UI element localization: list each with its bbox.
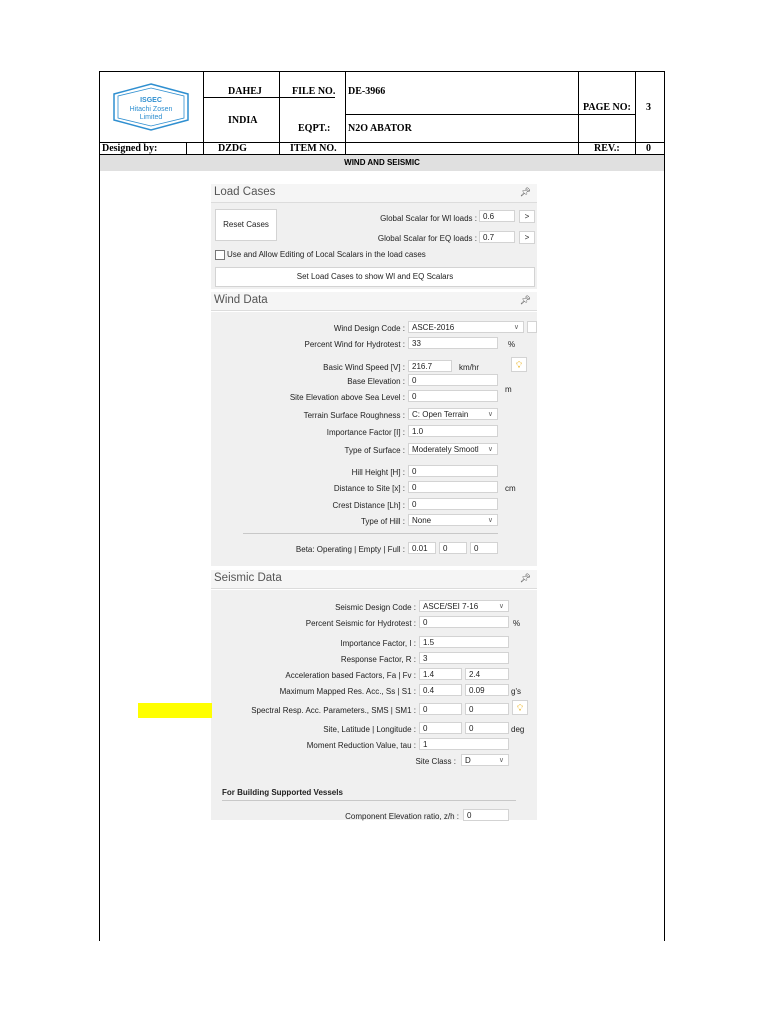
eq-scalar-input[interactable]: 0.7	[479, 231, 515, 243]
table-divider	[279, 71, 280, 155]
seismic-hydrotest-label: Percent Seismic for Hydrotest :	[305, 619, 416, 628]
seismic-importance-label: Importance Factor, I :	[340, 639, 416, 648]
base-elevation-input[interactable]: 0	[408, 374, 498, 386]
wind-hydrotest-label: Percent Wind for Hydrotest :	[304, 340, 405, 349]
building-heading: For Building Supported Vessels	[222, 788, 343, 797]
wind-speed-label: Basic Wind Speed [V] :	[323, 363, 405, 372]
wind-data-header[interactable]	[211, 292, 537, 311]
hill-unit: cm	[505, 484, 516, 493]
eq-scalar-label: Global Scalar for EQ loads :	[377, 234, 477, 243]
reset-cases-button[interactable]: Reset Cases	[215, 209, 277, 241]
rev-label: REV.:	[594, 143, 620, 154]
mapped-unit: g's	[511, 687, 521, 696]
beta-empty-input[interactable]: 0	[439, 542, 467, 554]
site-class-label: Site Class :	[415, 757, 456, 766]
page-border-left	[99, 71, 100, 941]
svg-text:ISGEC: ISGEC	[140, 97, 162, 104]
highlight-marker	[138, 703, 212, 718]
load-cases-panel	[211, 203, 537, 289]
beta-operating-input[interactable]: 0.01	[408, 542, 436, 554]
accel-label: Acceleration based Factors, Fa | Fv :	[285, 671, 416, 680]
site-class-select[interactable]: D ∨	[461, 754, 509, 766]
distance-input[interactable]: 0	[408, 481, 498, 493]
wind-design-code-select[interactable]: ASCE-2016 ∨	[408, 321, 524, 333]
fa-input[interactable]: 1.4	[419, 668, 462, 680]
beta-full-input[interactable]: 0	[470, 542, 498, 554]
country: INDIA	[228, 115, 258, 126]
wind-hydrotest-input[interactable]: 33	[408, 337, 498, 349]
allow-edit-label: Use and Allow Editing of Local Scalars in the load cases	[227, 250, 426, 259]
company-logo	[110, 82, 192, 132]
elevation-unit: m	[505, 385, 512, 394]
crest-label: Crest Distance [Lh] :	[332, 501, 405, 510]
component-label: Component Elevation ratio, z/h :	[345, 812, 459, 821]
pin-icon[interactable]: 📌︎	[519, 295, 531, 305]
page-no: 3	[646, 102, 651, 113]
component-input[interactable]: 0	[463, 809, 509, 821]
wind-speed-unit: km/hr	[459, 363, 479, 372]
lightbulb-icon[interactable]: 💡︎	[511, 357, 527, 372]
set-load-cases-button[interactable]: Set Load Cases to show Wl and EQ Scalars	[215, 267, 535, 287]
table-divider	[279, 97, 335, 98]
moment-label: Moment Reduction Value, tau :	[306, 741, 416, 750]
site-unit: deg	[511, 725, 525, 734]
table-divider	[203, 97, 280, 98]
site-elevation-label: Site Elevation above Sea Level :	[289, 393, 405, 402]
location: DAHEJ	[228, 86, 262, 97]
wind-importance-input[interactable]: 1.0	[408, 425, 498, 437]
hill-type-select[interactable]: None ∨	[408, 514, 498, 526]
longitude-input[interactable]: 0	[465, 722, 509, 734]
svg-text:Limited: Limited	[139, 114, 163, 121]
table-divider	[345, 71, 346, 155]
table-divider	[345, 114, 635, 115]
wind-speed-input[interactable]: 216.7	[408, 360, 452, 372]
wl-scalar-input[interactable]: 0.6	[479, 210, 515, 222]
seismic-design-code-label: Seismic Design Code :	[335, 603, 416, 612]
sm1-input[interactable]: 0	[465, 703, 509, 715]
beta-label: Beta: Operating | Empty | Full :	[295, 545, 405, 554]
seismic-data-panel	[211, 590, 537, 820]
wind-design-code-label: Wind Design Code :	[333, 324, 405, 333]
seismic-importance-input[interactable]: 1.5	[419, 636, 509, 648]
ss-input[interactable]: 0.4	[419, 684, 462, 696]
load-cases-header[interactable]	[211, 184, 537, 203]
wind-design-code-extra[interactable]	[527, 321, 537, 333]
eq-scalar-arrow-button[interactable]: >	[519, 231, 535, 244]
designed-by: DZDG	[218, 143, 247, 154]
seismic-hydrotest-input[interactable]: 0	[419, 616, 509, 628]
moment-input[interactable]: 1	[419, 738, 509, 750]
wind-data-panel	[211, 312, 537, 566]
lightbulb-icon[interactable]: 💡︎	[512, 700, 528, 715]
seismic-design-code-select[interactable]: ASCE/SEI 7-16 ∨	[419, 600, 509, 612]
file-no-label: FILE NO.	[292, 86, 336, 97]
terrain-select[interactable]: C: Open Terrain ∨	[408, 408, 498, 420]
file-no: DE-3966	[348, 86, 386, 97]
surface-label: Type of Surface :	[344, 446, 405, 455]
table-divider	[635, 71, 636, 155]
divider	[222, 800, 516, 801]
svg-text:Hitachi Zosen: Hitachi Zosen	[129, 106, 173, 113]
load-cases-title: Load Cases	[214, 186, 276, 198]
table-divider	[203, 71, 204, 155]
hill-height-label: Hill Height [H] :	[351, 468, 405, 477]
table-divider	[578, 71, 579, 155]
wind-data-title: Wind Data	[214, 294, 268, 306]
section-title: WIND AND SEISMIC	[344, 158, 420, 167]
distance-label: Distance to Site [x] :	[333, 484, 405, 493]
divider	[243, 533, 498, 534]
item-no-label: ITEM NO.	[290, 143, 337, 154]
wl-scalar-label: Global Scalar for Wl loads :	[380, 214, 477, 223]
hill-type-label: Type of Hill :	[360, 517, 405, 526]
allow-edit-checkbox[interactable]	[215, 250, 225, 260]
crest-input[interactable]: 0	[408, 498, 498, 510]
seismic-hydrotest-unit: %	[513, 619, 521, 628]
response-label: Response Factor, R :	[340, 655, 416, 664]
surface-select[interactable]: Moderately Smootl ∨	[408, 443, 498, 455]
wind-hydrotest-unit: %	[508, 340, 516, 349]
table-divider	[186, 142, 187, 155]
spectral-label: Spectral Resp. Acc. Parameters., SMS | SM1 :	[251, 706, 416, 715]
table-divider	[99, 142, 665, 143]
fv-input[interactable]: 2.4	[465, 668, 509, 680]
wind-importance-label: Importance Factor [I] :	[326, 428, 405, 437]
seismic-data-title: Seismic Data	[214, 572, 282, 584]
hill-height-input[interactable]: 0	[408, 465, 498, 477]
s1-input[interactable]: 0.09	[465, 684, 509, 696]
table-border-top	[99, 71, 665, 72]
site-label: Site, Latitude | Longitude :	[323, 725, 416, 734]
sms-input[interactable]: 0	[419, 703, 462, 715]
mapped-label: Maximum Mapped Res. Acc., Ss | S1 :	[279, 687, 416, 696]
seismic-data-header[interactable]	[211, 570, 537, 589]
eqpt: N2O ABATOR	[348, 123, 412, 134]
pin-icon[interactable]: 📌︎	[519, 187, 531, 197]
pin-icon[interactable]: 📌︎	[519, 573, 531, 583]
page-border-right	[664, 71, 665, 941]
response-input[interactable]: 3	[419, 652, 509, 664]
base-elevation-label: Base Elevation :	[347, 377, 405, 386]
rev: 0	[646, 143, 651, 154]
eqpt-label: EQPT.:	[298, 123, 331, 134]
terrain-label: Terrain Surface Roughness :	[303, 411, 405, 420]
designed-by-label: Designed by:	[102, 143, 158, 154]
latitude-input[interactable]: 0	[419, 722, 462, 734]
wl-scalar-arrow-button[interactable]: >	[519, 210, 535, 223]
site-elevation-input[interactable]: 0	[408, 390, 498, 402]
page-no-label: PAGE NO:	[583, 102, 631, 113]
